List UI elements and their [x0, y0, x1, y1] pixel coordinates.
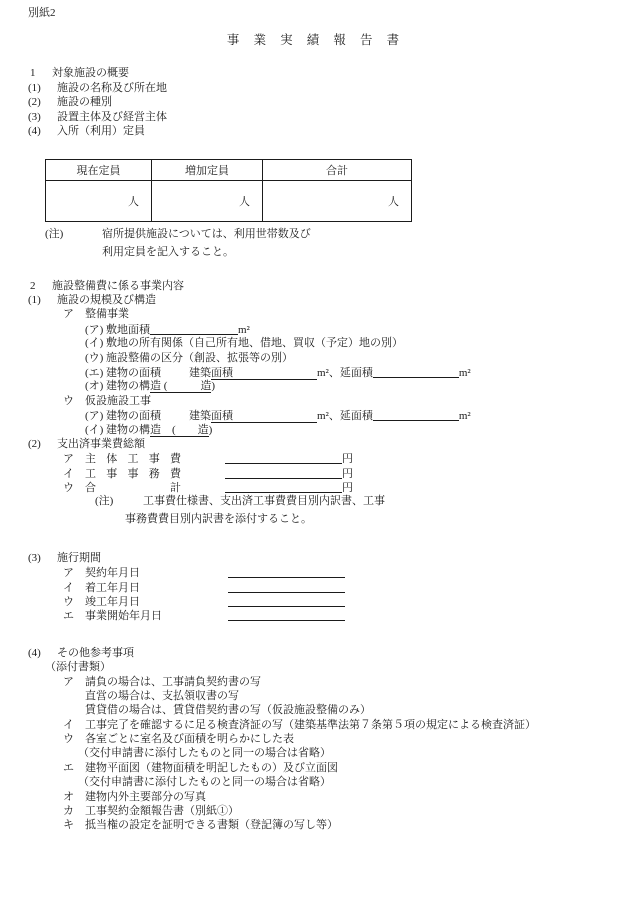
unit-text: m² — [458, 410, 471, 423]
kana-marker: イ — [63, 718, 74, 731]
table-note-line-2 — [0, 245, 630, 259]
cost-label: 工 事 事 務 費 — [85, 467, 181, 480]
note-text: 利用定員を記入すること。 — [102, 246, 234, 259]
cell-current-capacity-unit: 人 — [46, 181, 152, 222]
business-start-date-row — [0, 608, 630, 622]
item-text: 施設の種別 — [57, 96, 112, 109]
unit-text: 円 — [342, 482, 353, 495]
attached-doc-item — [0, 818, 630, 832]
item-text: 請負の場合は、工事請負契約書の写 — [85, 675, 261, 688]
item-number: (1) — [28, 81, 41, 94]
attached-docs-label — [0, 660, 630, 674]
list-item-operator — [0, 110, 630, 124]
kana-paren-marker: (エ) — [85, 366, 104, 379]
list-item-facility-type — [0, 95, 630, 109]
kana-marker: エ — [63, 761, 74, 774]
unit-text: 円 — [342, 467, 353, 480]
attached-doc-item-continuation — [0, 703, 630, 717]
attached-doc-item — [0, 732, 630, 746]
item-text: 設置主体及び経営主体 — [57, 110, 167, 123]
section-2-heading — [0, 279, 630, 293]
date-label: 契約年月日 — [85, 567, 140, 580]
attached-doc-item — [0, 761, 630, 775]
fill-in-blank: 面積 — [211, 410, 317, 423]
section-1-heading — [0, 66, 630, 80]
fill-in-blank — [228, 580, 345, 593]
item-number: (4) — [28, 646, 41, 659]
item-text: （交付申請書に添付したものと同一の場合は省略） — [78, 776, 331, 789]
kana-paren-marker: (オ) — [85, 380, 104, 393]
capacity-table — [45, 159, 412, 222]
fill-in-blank: 造 ( 造 — [150, 380, 212, 393]
item-text: 建物の面積 — [106, 366, 161, 379]
item-text: 建築 — [189, 410, 211, 423]
item-number: (3) — [28, 551, 41, 564]
building-structure-item — [0, 379, 630, 393]
fill-in-blank — [228, 594, 345, 607]
fill-in-blank — [225, 480, 342, 493]
item-text: （添付書類） — [45, 661, 111, 674]
item-text: 賃貸借の場合は、賃貸借契約書の写（仮設施設整備のみ） — [85, 704, 371, 717]
item-text: 敷地面積 — [106, 323, 150, 336]
date-label: 着工年月日 — [85, 581, 140, 594]
attached-doc-item — [0, 675, 630, 689]
fill-in-blank — [373, 408, 459, 421]
attached-doc-item — [0, 790, 630, 804]
note-text: 事務費費目別内訳書を添付すること。 — [125, 513, 312, 526]
item-text: ) — [208, 423, 213, 436]
item-text: 建物の構 — [106, 380, 150, 393]
attached-doc-item-note — [0, 775, 630, 789]
kana-marker: イ — [63, 467, 74, 480]
fill-in-blank — [228, 608, 345, 621]
item-text: 建物の構 — [106, 423, 150, 436]
note-text: 宿所提供施設については、利用世帯数及び — [102, 228, 311, 241]
item-text: 抵当権の設定を証明できる書類（登記簿の写し等） — [85, 819, 338, 832]
item-number: (2) — [28, 96, 41, 109]
building-area-item — [0, 365, 630, 379]
item-number: (3) — [28, 110, 41, 123]
fill-in-blank — [225, 451, 342, 464]
note-label: (注) — [45, 228, 64, 241]
total-cost-row — [0, 480, 630, 494]
cell-added-capacity-unit: 人 — [152, 181, 263, 222]
fill-in-blank — [225, 466, 342, 479]
subsection-4-heading — [0, 646, 630, 660]
item-text: （交付申請書に添付したものと同一の場合は省略） — [78, 747, 331, 760]
kana-marker: ウ — [63, 595, 74, 608]
item-text: 建物の面積 — [106, 410, 161, 423]
item-text: 施設の名称及び所在地 — [57, 81, 167, 94]
kana-paren-marker: (ウ) — [85, 351, 104, 364]
unit-text: m² — [458, 366, 471, 379]
item-text: 施行期間 — [57, 551, 101, 564]
temp-building-area-item — [0, 408, 630, 422]
item-text: 工事契約金額報告書（別紙①） — [85, 805, 239, 818]
attachment-label-text: 別紙2 — [28, 7, 56, 19]
completion-date-row — [0, 594, 630, 608]
item-text: 整備事業 — [85, 308, 129, 321]
cost-label: 主 体 工 事 費 — [85, 453, 181, 466]
item-text: その他参考事項 — [57, 646, 134, 659]
subsection-2-heading — [0, 437, 630, 451]
kana-paren-marker: (イ) — [85, 423, 104, 436]
kana-marker: ア — [63, 453, 74, 466]
date-label: 竣工年月日 — [85, 595, 140, 608]
kana-item-a-heading — [0, 307, 630, 321]
item-text: ) — [211, 380, 216, 393]
kana-marker: エ — [63, 610, 74, 623]
unit-text: m²、延面積 — [317, 410, 373, 423]
kana-marker: カ — [63, 805, 74, 818]
kana-marker: イ — [63, 581, 74, 594]
section-number: 2 — [30, 279, 36, 292]
capacity-table-header-row — [46, 160, 412, 181]
kana-item-c-heading — [0, 394, 630, 408]
attached-doc-item — [0, 718, 630, 732]
kana-marker: ア — [63, 567, 74, 580]
table-note-line-1 — [0, 227, 630, 241]
attached-doc-item-continuation — [0, 689, 630, 703]
kana-marker: ア — [63, 675, 74, 688]
header-added-capacity: 増加定員 — [152, 160, 263, 181]
kana-marker: ウ — [63, 733, 74, 746]
note-text: 工事費仕様書、支出済工事費費目別内訳書、工事 — [143, 495, 385, 508]
temp-building-structure-item — [0, 423, 630, 437]
subsection-3-heading — [0, 551, 630, 565]
kana-marker: ア — [63, 308, 74, 321]
list-item-facility-name — [0, 81, 630, 95]
section-number: 1 — [30, 67, 36, 80]
main-construction-cost-row — [0, 451, 630, 465]
kana-marker: ウ — [63, 482, 74, 495]
item-text: 入所（利用）定員 — [57, 124, 145, 137]
subsection-1-heading — [0, 293, 630, 307]
attachment-label — [0, 6, 630, 20]
unit-text: 円 — [342, 453, 353, 466]
item-text: 建築 — [189, 366, 211, 379]
item-text: 支出済事業費総額 — [57, 437, 145, 450]
section-heading-text: 施設整備費に係る事業内容 — [52, 279, 184, 292]
item-text: 敷地の所有関係（自己所有地、借地、買収（予定）地の別） — [106, 337, 403, 350]
kana-paren-marker: (ア) — [85, 323, 104, 336]
fill-in-blank — [228, 565, 345, 578]
fill-in-blank: 造 ( 造 — [150, 423, 209, 436]
attached-doc-item — [0, 804, 630, 818]
note-label: (注) — [95, 495, 114, 508]
item-text: 施設の規模及び構造 — [57, 294, 156, 307]
site-ownership-item — [0, 336, 630, 350]
item-text: 仮設施設工事 — [85, 394, 151, 407]
contract-date-row — [0, 565, 630, 579]
start-date-row — [0, 580, 630, 594]
item-text: 施設整備の区分（創設、拡張等の別） — [106, 351, 293, 364]
capacity-table-value-row — [46, 181, 412, 222]
item-text: 建物内外主要部分の写真 — [85, 790, 206, 803]
kana-marker: キ — [63, 819, 74, 832]
unit-text: m² — [238, 323, 250, 336]
kana-marker: ウ — [63, 394, 74, 407]
cost-note-line-1 — [0, 494, 630, 508]
item-number: (1) — [28, 294, 41, 307]
kana-paren-marker: (ア) — [85, 410, 104, 423]
cell-total-unit: 人 — [263, 181, 412, 222]
item-number: (4) — [28, 124, 41, 137]
header-total: 合計 — [263, 160, 412, 181]
site-area-item — [0, 322, 630, 336]
item-text: 建物平面図（建物面積を明記したもの）及び立面図 — [85, 761, 338, 774]
item-text: 各室ごとに室名及び面積を明らかにした表 — [85, 733, 294, 746]
item-text: 直営の場合は、支払領収書の写 — [85, 689, 239, 702]
cost-note-line-2 — [0, 512, 630, 526]
attached-doc-item-note — [0, 746, 630, 760]
fill-in-blank: 面積 — [211, 367, 317, 380]
fill-in-blank — [150, 322, 238, 335]
item-text: 工事完了を確認するに足る検査済証の写（建築基準法第７条第５項の規定による検査済証） — [85, 718, 536, 731]
unit-text: m²、延面積 — [317, 366, 373, 379]
kana-paren-marker: (イ) — [85, 337, 104, 350]
document-title: 事 業 実 績 報 告 書 — [226, 33, 404, 48]
date-label: 事業開始年月日 — [85, 610, 162, 623]
item-number: (2) — [28, 437, 41, 450]
kana-marker: オ — [63, 790, 74, 803]
list-item-capacity — [0, 124, 630, 138]
header-current-capacity: 現在定員 — [46, 160, 152, 181]
cost-label: 合 計 — [85, 482, 181, 495]
section-heading-text: 対象施設の概要 — [52, 67, 129, 80]
fill-in-blank — [373, 365, 459, 378]
improvement-category-item — [0, 351, 630, 365]
construction-admin-cost-row — [0, 466, 630, 480]
